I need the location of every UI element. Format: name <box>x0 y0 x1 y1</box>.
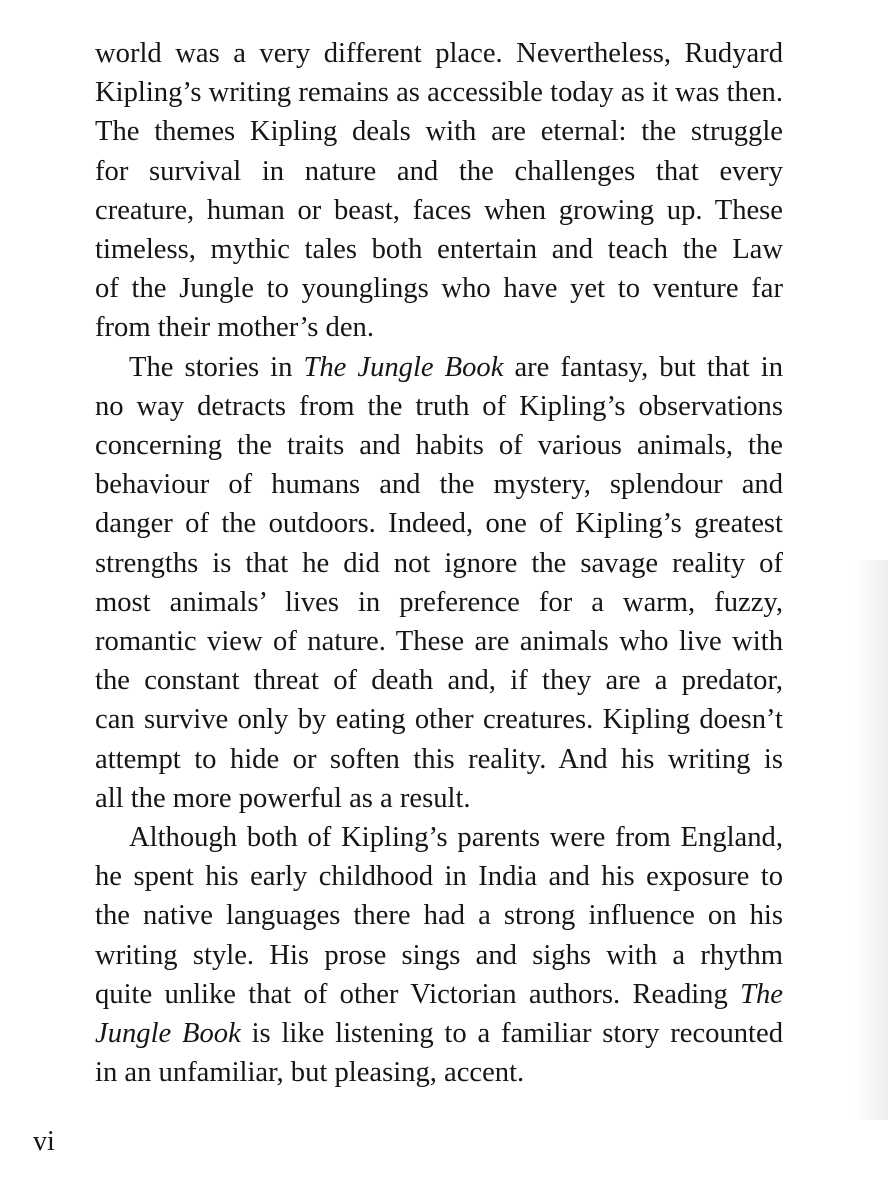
book-title: The Jungle Book <box>303 351 504 383</box>
text-line: concerning the traits and habits of various animals, the <box>95 430 783 462</box>
text-line <box>95 1014 783 1053</box>
text-line: can survive only by eating other creatures. Kipling doesn’t <box>95 704 783 736</box>
text-line: for survival in nature and the challenges that every <box>95 155 783 187</box>
text-line: in an unfamiliar, but pleasing, accent. <box>95 1057 525 1089</box>
book-title: The <box>740 978 783 1010</box>
text-run: are fantasy, but that in <box>503 351 784 383</box>
text-line <box>95 975 783 1014</box>
text-line: romantic view of nature. These are animals who live with <box>95 626 783 658</box>
text-line: attempt to hide or soften this reality. And his writing is <box>95 743 783 775</box>
text-line <box>95 348 783 387</box>
page-edge-shadow <box>854 560 888 1120</box>
paragraph-2 <box>95 348 783 818</box>
text-run: is like listening to a familiar story recounted <box>240 1018 783 1050</box>
text-line: strengths is that he did not ignore the savage reality of <box>95 547 783 579</box>
text-line: Although both of Kipling’s parents were from England, <box>129 822 783 854</box>
paragraph-1 <box>95 34 783 348</box>
text-line: the native languages there had a strong influence on his <box>95 900 783 932</box>
text-line: creature, human or beast, faces when growing up. These <box>95 194 783 226</box>
page-number: vi <box>33 1126 55 1157</box>
book-title: Jungle Book <box>95 1018 241 1050</box>
text-line: The themes Kipling deals with are eternal: the struggle <box>95 116 783 148</box>
text-line: world was a very different place. Nevertheless, Rudyard <box>95 38 783 69</box>
text-run: The stories in <box>129 351 304 383</box>
body-text <box>95 34 783 1092</box>
text-line: most animals’ lives in preference for a warm, fuzzy, <box>95 586 783 618</box>
text-line: behaviour of humans and the mystery, splendour and <box>95 469 783 501</box>
text-line: no way detracts from the truth of Kipling’s observations <box>95 390 783 422</box>
text-line: writing style. His prose sings and sighs with a rhythm <box>95 939 783 971</box>
text-line: he spent his early childhood in India and his exposure to <box>95 861 783 893</box>
text-line: the constant threat of death and, if they are a predator, <box>95 665 783 697</box>
text-line: timeless, mythic tales both entertain and teach the Law <box>95 234 783 266</box>
text-line: from their mother’s den. <box>95 312 374 344</box>
paragraph-3 <box>95 818 783 1092</box>
text-line: of the Jungle to younglings who have yet to venture far <box>95 273 783 305</box>
text-line: danger of the outdoors. Indeed, one of Kipling’s greatest <box>95 508 783 540</box>
text-line: Kipling’s writing remains as accessible today as it was then. <box>95 77 783 109</box>
text-line: all the more powerful as a result. <box>95 782 471 814</box>
text-run: quite unlike that of other Victorian authors. Reading <box>95 978 741 1010</box>
